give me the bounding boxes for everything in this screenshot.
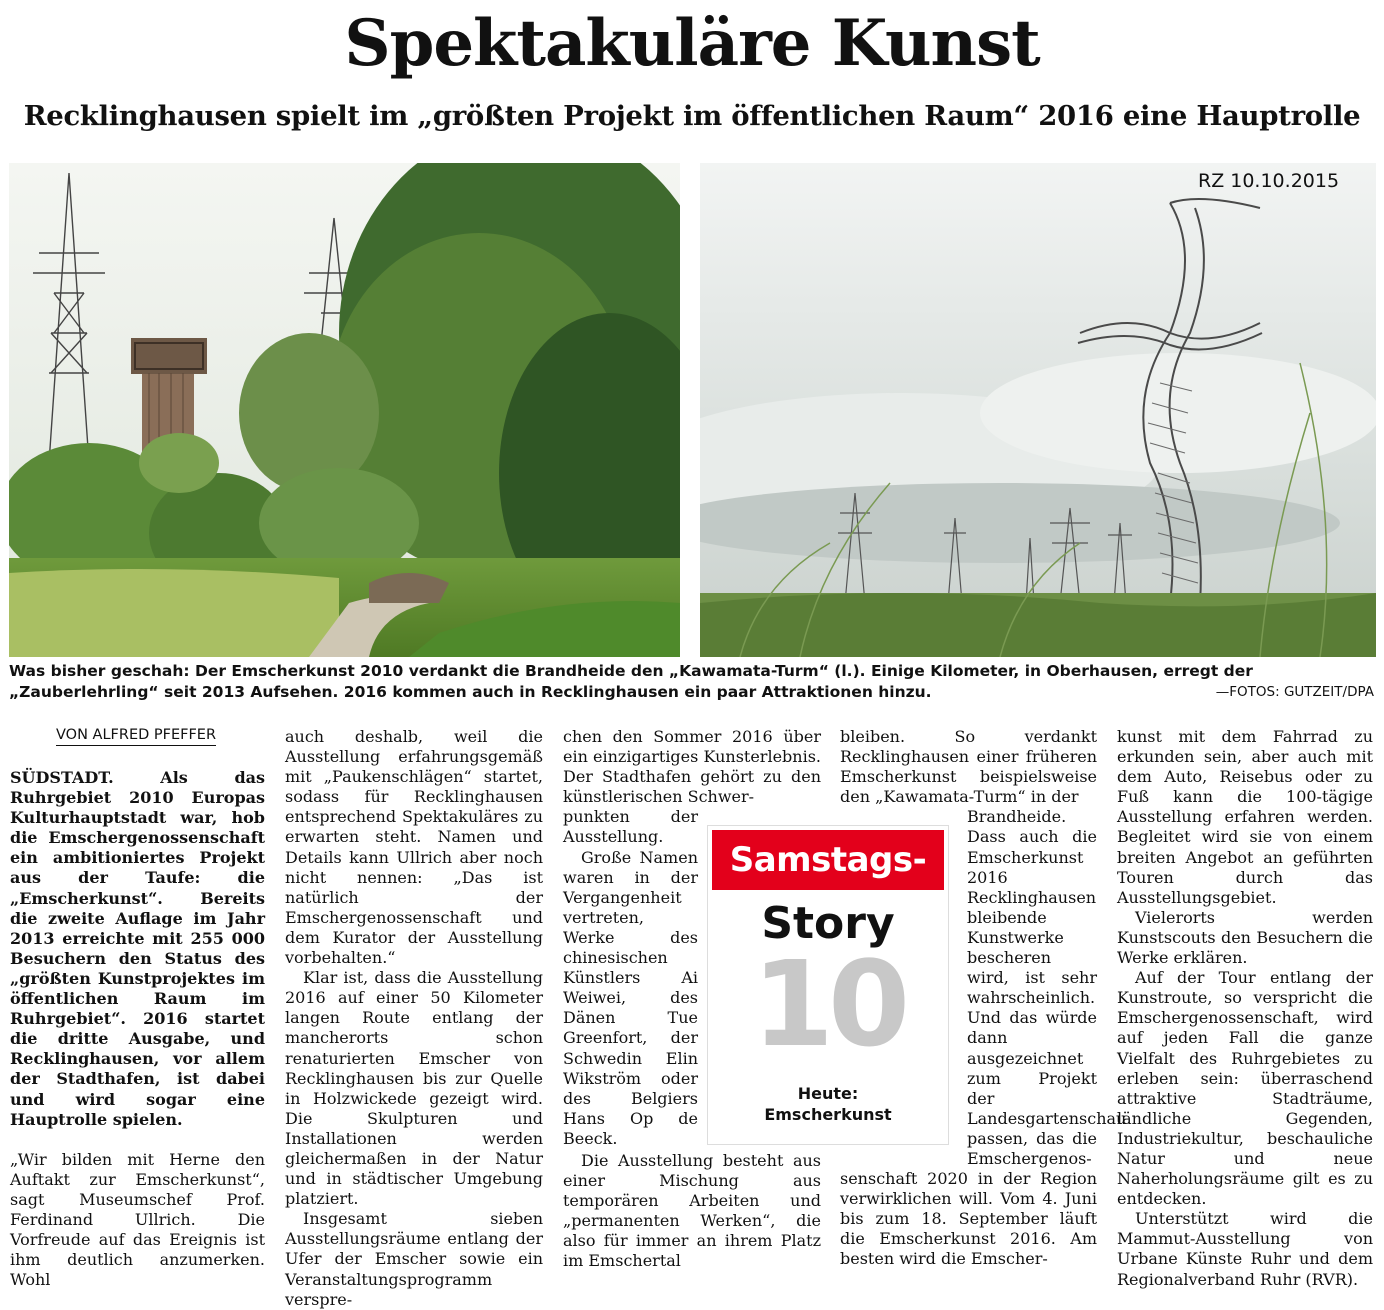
paragraph: Dass auch die Emscherkunst 2016 Recklinghausen bleibende Kunstwerke bescheren wird, ist sehr wahrscheinlich. Und das würde dann ausgezeichnet zum Projekt der Landesgartenschau passen, das die Emschergenos- xyxy=(967,827,1127,1168)
paragraph: Die Ausstellung besteht aus einer Mischung aus temporären Arbeiten und „permanenten Werken“, die also für immer an ihrem Platz im Emschertal xyxy=(563,1150,821,1271)
today-label: Heute: xyxy=(797,1084,859,1103)
paragraph: Große Namen waren in der Vergangenheit vertreten, Werke des chinesischen Künstlers Ai Weiwei, des Dänen Tue Greenfort, der Schwedin Elin Wikström oder des Belgiers Hans Op de Beeck. xyxy=(563,847,698,1148)
paragraph: „Wir bilden mit Herne den Auftakt zur Emscherkunst“, sagt Museumschef Prof. Ferdinand Ullrich. Die Vorfreude auf das Ereignis ist ihm deutlich anzumerken. Wohl xyxy=(10,1149,265,1290)
paragraph: Brandheide. xyxy=(967,807,1067,827)
paragraph: chen den Sommer 2016 über ein einzigartiges Kunsterlebnis. Der Stadthafen gehört zu den künstlerischen Schwer- xyxy=(563,727,821,807)
paragraph: senschaft 2020 in der Region verwirklichen will. Vom 4. Juni bis zum 18. September läuft die Emscherkunst 2016. Am besten wird die Emscher- xyxy=(840,1169,1097,1269)
subheadline: Recklinghausen spielt im „größten Projekt im öffentlichen Raum“ 2016 eine Hauptrolle xyxy=(23,100,1361,132)
paragraph: Unterstützt wird die Mammut-Ausstellung von Urbane Künste Ruhr und dem Regionalverband Ruhr (RVR). xyxy=(1117,1209,1373,1289)
lead-paragraph: SÜDSTADT. Als das Ruhrgebiet 2010 Europas Kulturhauptstadt war, hob die Emschergenossenschaft ein ambitioniertes Projekt aus der Taufe: die „Emscherkunst“. Bereits die zweite Auflage im Jahr 2013 erreichte mit 255 000 Besuchern den Status des „größten Kunstprojektes im öffentlichen Raum im Ruhrgebiet“. 2016 startet die dritte Ausgabe, und Recklinghausen, vor allem der Stadthafen, ist dabei und wird sogar eine Hauptrolle spielen. xyxy=(10,768,265,1129)
paragraph: Vielerorts werden Kunstscouts den Besuchern die Werke erklären. xyxy=(1117,907,1373,968)
samstags-story-box xyxy=(708,826,948,1144)
paragraph: auch deshalb, weil die Ausstellung erfahrungsgemäß mit „Paukenschlägen“ startet, sodass für Recklinghausen entsprechend Spektakuläres zu erwarten steht. Namen und Details kann Ullrich aber noch nicht nennen: „Das ist natürlich der Emschergenossenschaft und dem Kurator der Ausstellung vorbehalten.“ xyxy=(285,727,543,968)
paragraph: Klar ist, dass die Ausstellung 2016 auf einer 50 Kilometer langen Route entlang der mancherorts schon renaturierten Emscher von Recklinghausen bis zur Quelle in Holzwickede gezeigt wird. Die Skulpturen und Installationen werden gleichermaßen in der Natur und in städtischer Umgebung platziert. xyxy=(285,968,543,1209)
photo-caption: Was bisher geschah: Der Emscherkunst 2010 verdankt die Brandheide den „Kawamata-Turm“ (l.). Einige Kilometer, in Oberhausen, erregt der „Zauberlehrling“ seit 2013 Aufsehen. 2016 kommen auch in Recklinghausen ein paar Attraktionen hinzu. xyxy=(9,662,1253,701)
paragraph: Auf der Tour entlang der Kunstroute, so verspricht die Emschergenossenschaft, wird auf jeden Fall die ganze Vielfalt des Ruhrgebietes zu erleben sein: überraschend attraktive Stadträume, ländliche Gegenden, Industriekultur, beschauliche Natur und neue Naherholungsräume gilt es zu entdecken. xyxy=(1117,968,1373,1209)
article-column-2 xyxy=(285,727,543,1310)
samstags-label: Samstags- xyxy=(712,830,944,890)
headline: Spektakuläre Kunst xyxy=(344,6,1040,81)
photo-zauberlehrling xyxy=(700,163,1376,657)
story-label: Story xyxy=(761,898,895,949)
article-column-1 xyxy=(10,768,265,1290)
photo-credit: —FOTOS: GUTZEIT/DPA xyxy=(1215,684,1374,700)
topic-label: Emscherkunst xyxy=(764,1105,892,1124)
paragraph: punkten der Ausstellung. xyxy=(563,807,698,847)
story-number: 10 xyxy=(751,935,905,1073)
photo-kawamata-tower xyxy=(9,163,680,657)
article-column-5 xyxy=(1117,727,1373,1290)
paragraph: bleiben. So verdankt Recklinghausen einer früheren Emscherkunst beispielsweise den „Kawamata-Turm“ in der xyxy=(840,727,1097,807)
byline: VON ALFRED PFEFFER xyxy=(56,725,216,746)
paragraph: Insgesamt sieben Ausstellungsräume entlang der Ufer der Emscher sowie ein Veranstaltungsprogramm verspre- xyxy=(285,1209,543,1309)
today-topic xyxy=(708,1083,948,1125)
paragraph: kunst mit dem Fahrrad zu erkunden sein, aber auch mit dem Auto, Reisebus oder zu Fuß kann die 100-tägige Ausstellung erfahren werden. Begleitet wird sie von einem breiten Angebot an geführten Touren durch das Ausstellungsgebiet. xyxy=(1117,727,1373,907)
date-stamp: RZ 10.10.2015 xyxy=(1198,170,1340,192)
